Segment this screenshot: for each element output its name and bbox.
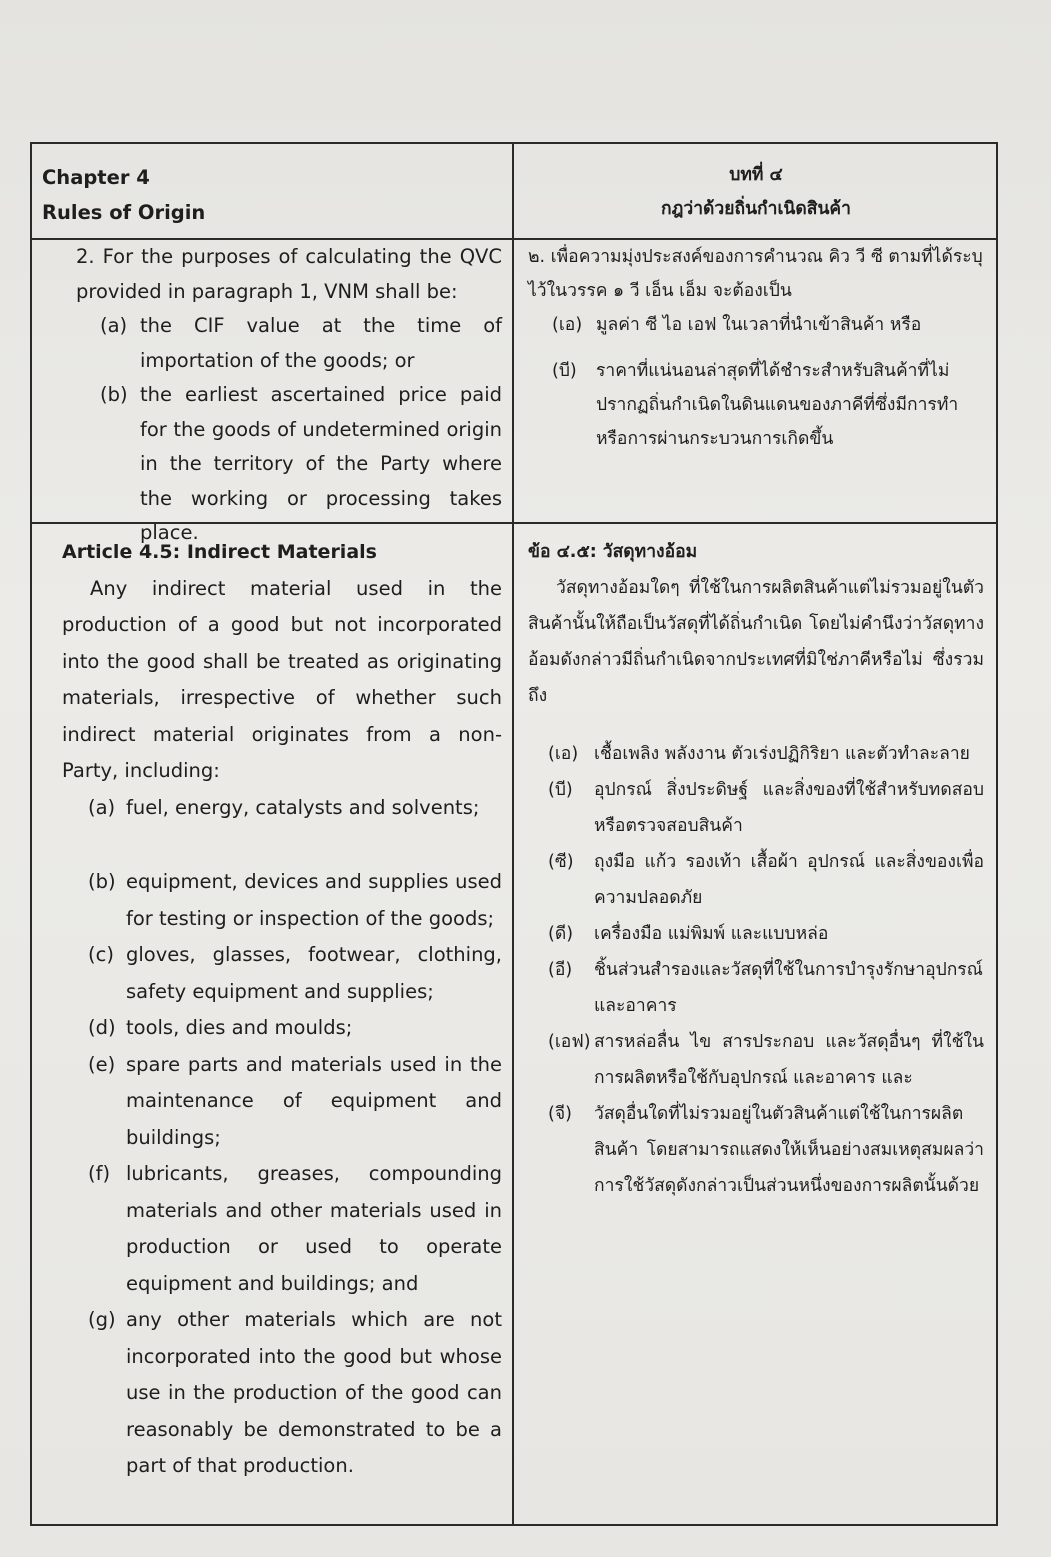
list-item [62, 1156, 502, 1302]
article-th [514, 534, 996, 1204]
item-text: เชื้อเพลิง พลังงาน ตัวเร่งปฏิกิริยา และตัวทำละลาย [594, 744, 970, 764]
header-en [32, 144, 512, 238]
article-title-th: ข้อ ๔.๕: วัสดุทางอ้อม [528, 542, 698, 562]
list-item [528, 772, 984, 844]
chapter-title-en: Rules of Origin [42, 201, 206, 224]
item-text: เครื่องมือ แม่พิมพ์ และแบบหล่อ [594, 924, 829, 944]
item-text: อุปกรณ์ สิ่งประดิษฐ์ และสิ่งของที่ใช้สำหรับทดสอบหรือตรวจสอบสินค้า [594, 780, 984, 836]
article-lead-en: Any indirect material used in the production of a good but not incorporated into the good shall be treated as originating materials, irrespective of whether such indirect material originates from a non-Party, including: [62, 576, 502, 782]
list-item [528, 1096, 984, 1204]
item-text: ถุงมือ แก้ว รองเท้า เสื้อผ้า อุปกรณ์ และสิ่งของเพื่อความปลอดภัย [594, 852, 984, 908]
item-marker: (บี) [552, 361, 577, 381]
list-item [528, 1024, 984, 1096]
item-marker: (a) [88, 795, 116, 819]
para2-item-a-th [528, 308, 984, 342]
para2-intro-th: ๒. เพื่อความมุ่งประสงค์ของการคำนวณ คิว วี ซี ตามที่ได้ระบุไว้ในวรรค ๑ วี เอ็น เอ็ม จะต้องเป็น [528, 247, 983, 301]
item-text: the earliest ascertained price paid for the goods of undetermined origin in the territory of the Party where the working or processing takes place. [140, 383, 502, 544]
header-th [514, 144, 996, 238]
article-lead-th: วัสดุทางอ้อมใดๆ ที่ใช้ในการผลิตสินค้าแต่ไม่รวมอยู่ในตัวสินค้านั้นให้ถือเป็นวัสดุที่ได้ถิ่นกำเนิด โดยไม่คำนึงว่าวัสดุทางอ้อมดังกล่าวมีถิ่นกำเนิดจากประเทศที่มิใช่ภาคีหรือไม่ ซึ่งรวมถึง [528, 578, 984, 706]
item-text: lubricants, greases, compounding materials and other materials used in production or used to operate equipment and buildings; and [126, 1162, 502, 1295]
list-item [528, 916, 984, 952]
para2-th [514, 240, 996, 456]
para2-item-b-en [76, 378, 502, 551]
item-marker: (จี) [548, 1104, 572, 1124]
para2-en [32, 240, 512, 551]
item-marker: (g) [88, 1308, 116, 1331]
item-marker: (เอฟ) [548, 1032, 591, 1052]
item-marker: (เอ) [552, 315, 583, 335]
item-text: spare parts and materials used in the maintenance of equipment and buildings; [126, 1052, 502, 1149]
list-item [62, 864, 502, 937]
list-item [62, 1010, 502, 1047]
para2-item-a-en [76, 309, 502, 378]
item-text: tools, dies and moulds; [126, 1016, 353, 1039]
item-marker: (เอ) [548, 744, 579, 764]
item-marker: (ซี) [548, 852, 574, 872]
item-text: ชิ้นส่วนสำรองและวัสดุที่ใช้ในการบำรุงรักษาอุปกรณ์และอาคาร [594, 960, 983, 1016]
item-marker: (บี) [548, 780, 573, 800]
item-text: equipment, devices and supplies used for testing or inspection of the goods; [126, 870, 502, 930]
item-text: any other materials which are not incorporated into the good but whose use in the production of the good can reasonably be demonstrated to be a part of that production. [126, 1308, 502, 1477]
list-item [62, 1047, 502, 1157]
bilingual-table [30, 142, 998, 1526]
item-marker: (d) [88, 1016, 116, 1039]
item-marker: (e) [88, 1052, 116, 1076]
item-marker: (ดี) [548, 924, 574, 944]
chapter-title-th: กฎว่าด้วยถิ่นกำเนิดสินค้า [661, 199, 851, 219]
article-title-en: Article 4.5: Indirect Materials [62, 541, 377, 563]
item-text: สารหล่อลื่น ไข สารประกอบ และวัสดุอื่นๆ ที่ใช้ในการผลิตหรือใช้กับอุปกรณ์ และอาคาร และ [594, 1032, 984, 1088]
item-text: ราคาที่แน่นอนล่าสุดที่ได้ชำระสำหรับสินค้าที่ไม่ปรากฏถิ่นกำเนิดในดินแดนของภาคีที่ซึ่งมีการทำหรือการผ่านกระบวนการเกิดขึ้น [596, 361, 959, 449]
list-item [528, 952, 984, 1024]
list-item [62, 1302, 502, 1485]
item-marker: (b) [88, 870, 116, 893]
item-marker: (อี) [548, 960, 573, 980]
article-items-th [528, 736, 984, 1204]
para2-intro-en: 2. For the purposes of calculating the QVC provided in paragraph 1, VNM shall be: [76, 245, 502, 303]
list-item [62, 937, 502, 1010]
item-text: มูลค่า ซี ไอ เอฟ ในเวลาที่นำเข้าสินค้า หรือ [596, 315, 922, 335]
item-marker: (b) [100, 383, 128, 406]
chapter-number-th: บทที่ ๔ [729, 165, 783, 185]
article-en [32, 534, 512, 1485]
item-marker: (c) [88, 943, 114, 966]
article-items-en [62, 790, 502, 1485]
item-text: fuel, energy, catalysts and solvents; [126, 795, 480, 819]
list-item [528, 844, 984, 916]
para2-item-b-th [528, 354, 984, 456]
list-item [62, 790, 502, 827]
item-marker: (f) [88, 1162, 111, 1185]
chapter-number-en: Chapter 4 [42, 166, 150, 189]
item-marker: (a) [100, 314, 128, 337]
item-text: วัสดุอื่นใดที่ไม่รวมอยู่ในตัวสินค้าแต่ใช้ในการผลิตสินค้า โดยสามารถแสดงให้เห็นอย่างสมเหตุสมผลว่า การใช้วัสดุดังกล่าวเป็นส่วนหนึ่งของการผลิตนั้นด้วย [594, 1104, 984, 1196]
list-item [528, 736, 984, 772]
item-text: gloves, glasses, footwear, clothing, safety equipment and supplies; [126, 943, 502, 1003]
item-text: the CIF value at the time of importation of the goods; or [140, 314, 502, 372]
